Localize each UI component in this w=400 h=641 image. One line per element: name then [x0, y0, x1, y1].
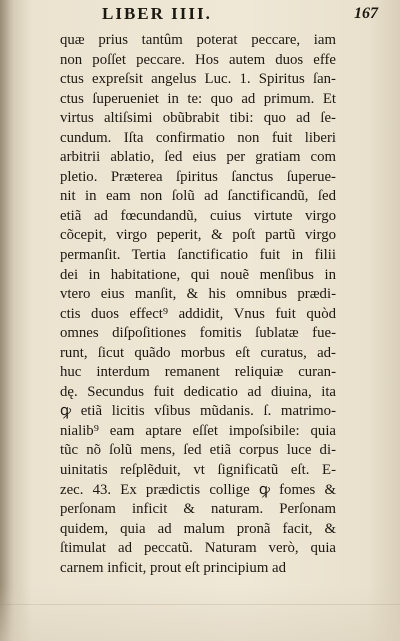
text-line: runt, ſicut quãdo morbus eſt curatus, ad-: [60, 344, 336, 361]
text-line: omnes diſpoſitiones fomitis ſublatæ fue-: [60, 325, 336, 342]
text-line: virtus altiſsimi obũbrabit tibi: quo ad ſe-: [60, 110, 336, 127]
text-line: vtero eius manſit, & his omnibus prædi-: [60, 286, 336, 303]
text-line: ꝙ etiã licitis vſibus mũdanis. ſ. matrimo-: [60, 403, 336, 420]
text-line: perſonam inficit & naturam. Perſonam: [60, 501, 336, 518]
page-header: [40, 4, 378, 26]
text-line: huc interdum remanent reliquiæ curan-: [60, 364, 336, 381]
text-line: carnem inficit, prout eſt principium ad: [60, 559, 286, 576]
text-line: quidem, quia ad malum pronã facit, &: [60, 520, 336, 537]
text-line: permanſit. Tertia ſanctificatio fuit in filii: [60, 247, 336, 264]
text-line: etiã ad fœcundandũ, cuius virtute virgo: [60, 207, 336, 224]
running-head: LIBER IIII.: [102, 4, 212, 23]
text-line: arbitrii ablatio, ſed eius per gratiam com: [60, 149, 336, 166]
text-line: zec. 43. Ex prædictis collige ꝙ fomes &: [60, 481, 336, 498]
page-bottom-margin: [0, 585, 400, 641]
text-line: dei in habitatione, qui nouẽ menſibus in: [60, 266, 336, 283]
text-line: cõcepit, virgo peperit, & poſt partũ virgo: [60, 227, 336, 244]
text-line: ctus expreſsit angelus Luc. 1. Spiritus ſan-: [60, 71, 336, 88]
page-number: 167: [354, 5, 378, 22]
text-line: uinitatis reſplẽduit, vt ſignificatũ eſt. E-: [60, 462, 336, 479]
body-text: [60, 31, 336, 578]
text-line: quæ prius tantûm poterat peccare, iam: [60, 32, 336, 48]
text-line: ctus ſuperueniet in te: quo ad primum. Et: [60, 90, 336, 107]
text-line: nialib⁹ eam aptare eſſet impoſsibile: quia: [60, 422, 336, 439]
text-line: ſtimulat ad peccatũ. Naturam verò, quia: [60, 540, 336, 557]
text-line: tũc nõ ſolũ mens, ſed etiã corpus luce di-: [60, 442, 336, 459]
text-line: nit in eam non ſolũ ad ſanctificandũ, ſed: [60, 188, 336, 205]
text-line: dę. Secundus fuit dedicatio ad diuina, ita: [60, 383, 336, 400]
text-line: non poſſet peccare. Hos autem duos effe: [60, 51, 336, 68]
text-line: ctis duos effect⁹ addidit, Vnus fuit quòd: [60, 305, 336, 322]
text-line: cundum. Iſta confirmatio non fuit liberi: [60, 129, 336, 146]
text-line: pletio. Præterea ſpiritus ſanctus ſuperue-: [60, 168, 336, 185]
